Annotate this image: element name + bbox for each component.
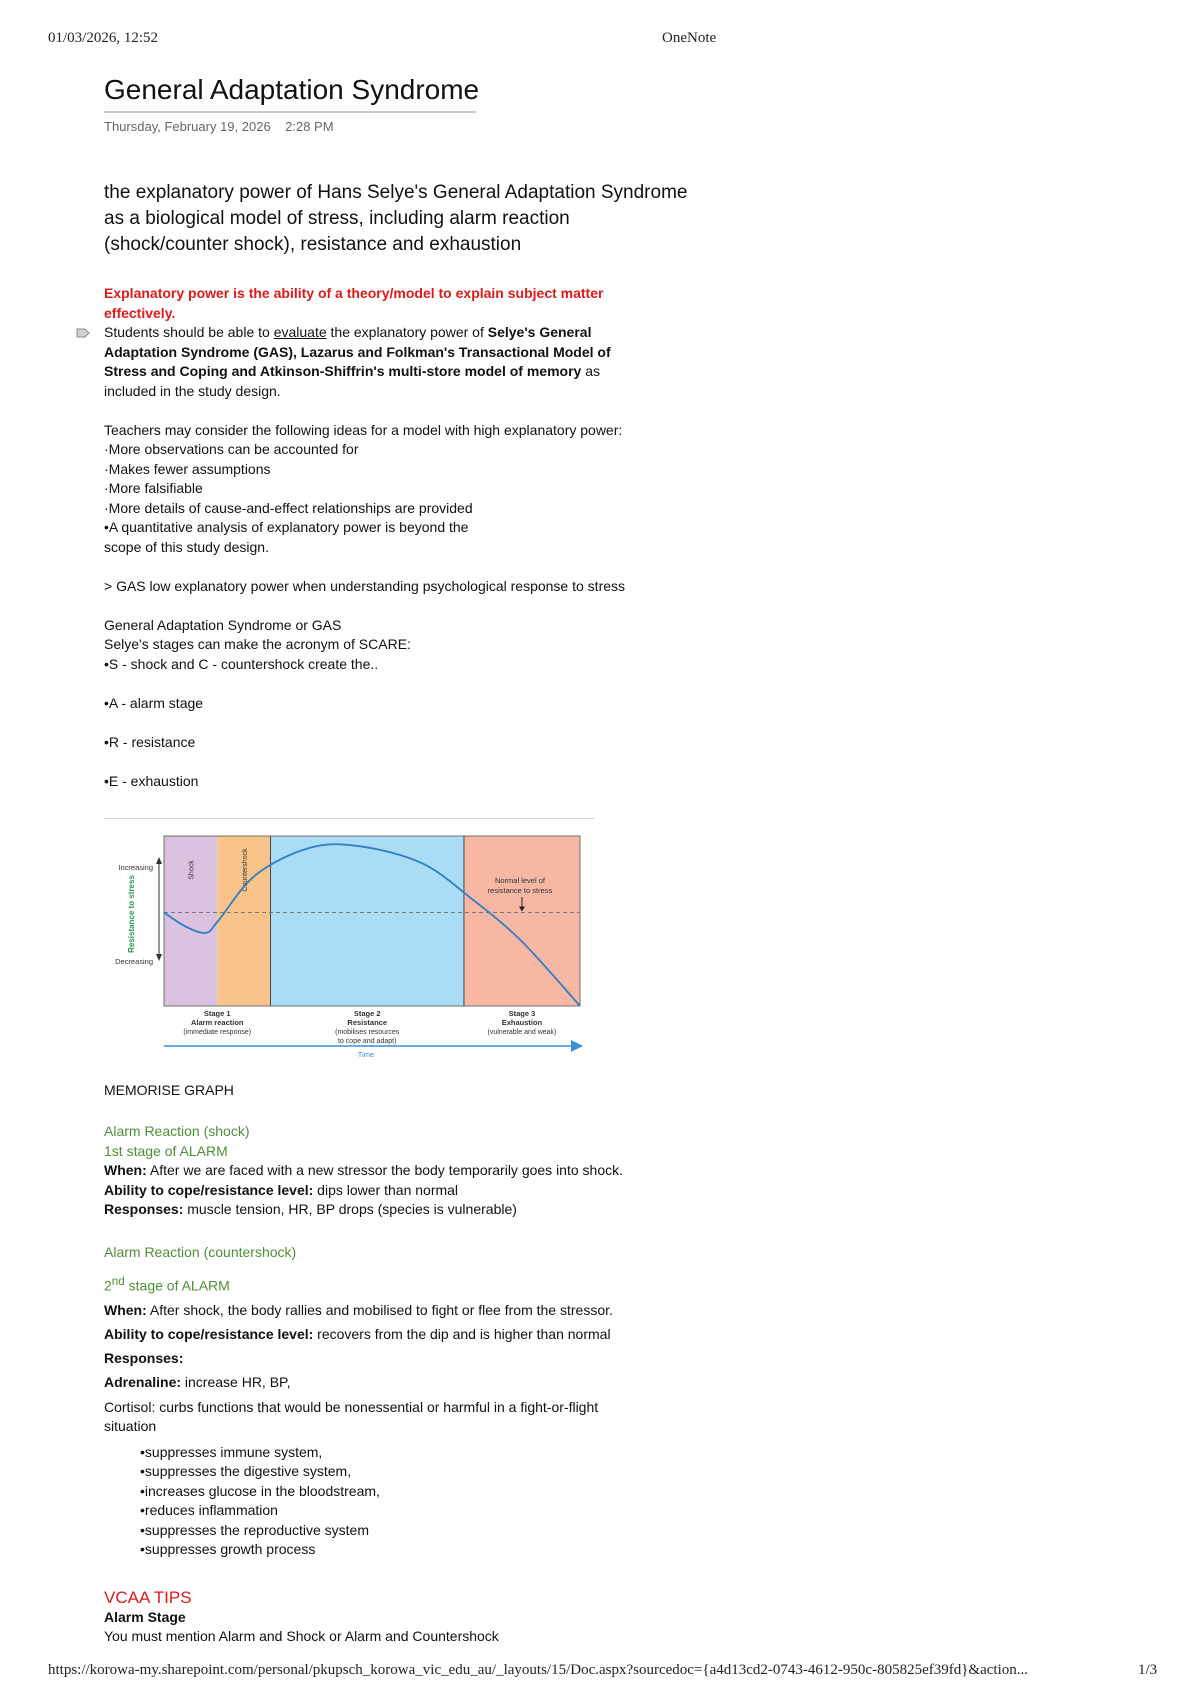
text-run: the explanatory power of	[326, 324, 488, 340]
alarm-countershock-heading: Alarm Reaction (countershock)	[104, 1244, 297, 1260]
stage-2-desc-2: to cope and adapt)	[338, 1038, 397, 1045]
teachers-item: ·More observations can be accounted for	[104, 441, 359, 457]
print-app-name: OneNote	[662, 30, 717, 46]
page-date	[104, 119, 334, 134]
text-run: as	[581, 363, 600, 379]
bold-run: Ability to cope/resistance level:	[104, 1181, 314, 1198]
gas-chart[interactable]	[104, 824, 594, 1060]
notes-body[interactable]	[104, 284, 724, 791]
tag-flag-icon[interactable]	[76, 328, 90, 338]
text-run: recovers from the dip and is higher than normal	[313, 1325, 611, 1342]
scare-item-a: •A - alarm stage	[104, 694, 204, 711]
teachers-item: ·More details of cause-and-effect relationships are provided	[104, 499, 473, 516]
alarm-countershock-section[interactable]	[104, 1240, 744, 1560]
bold-run: Ability to cope/resistance level:	[104, 1325, 314, 1342]
band-label-shock: Shock	[188, 860, 196, 880]
intro-line: the explanatory power of Hans Selye's General Adaptation Syndrome	[104, 182, 688, 203]
alarm-countershock-when	[104, 1298, 744, 1322]
teachers-item: ·More falsifiable	[104, 480, 203, 496]
page-title[interactable]: General Adaptation Syndrome	[104, 74, 480, 105]
vcaa-tip-text: You must mention Alarm and Shock or Alarm and Countershock	[104, 1628, 499, 1644]
teachers-intro: Teachers may consider the following ideas for a model with high explanatory power:	[104, 421, 623, 438]
text-run: Students should be able to	[104, 324, 274, 340]
alarm-shock-ability	[104, 1181, 744, 1201]
teachers-item: scope of this study design.	[104, 538, 269, 555]
print-page-number: 1/3	[1138, 1662, 1158, 1678]
text-run: 2	[104, 1277, 112, 1294]
stage-band-resistance	[270, 836, 463, 1006]
alarm-shock-section[interactable]	[104, 1122, 744, 1220]
image-separator	[104, 818, 594, 819]
alarm-countershock-adrenaline	[104, 1370, 744, 1394]
intro-line: (shock/counter shock), resistance and exhaustion	[104, 234, 522, 255]
stage-1-desc: (immediate response)	[183, 1029, 252, 1036]
definition-line: Explanatory power is the ability of a theory/model to explain subject matter	[104, 285, 604, 301]
title-underline	[104, 111, 476, 113]
print-footer-url: https://korowa-my.sharepoint.com/personal/pkupsch_korowa_vic_edu_au/_layouts/15/Doc.aspx?sourcedoc={a4d13cd2-0743-4612-950c-805825ef39fd}&action...	[48, 1662, 1028, 1678]
cortisol-line: Cortisol: curbs functions that would be nonessential or harmful in a fight-or-flight	[104, 1398, 599, 1415]
y-axis-down-arrow-icon	[156, 954, 162, 961]
students-paragraph	[104, 323, 724, 343]
scare-item-e: •E - exhaustion	[104, 772, 199, 789]
vcaa-tips-heading: VCAA TIPS	[104, 1588, 192, 1607]
y-axis-top-label: Increasing	[118, 863, 153, 872]
vcaa-tips-section[interactable]	[104, 1588, 744, 1647]
page-date-time: 2:28 PM	[285, 119, 334, 134]
alarm-countershock-ability	[104, 1322, 744, 1346]
alarm-shock-when	[104, 1161, 744, 1181]
vcaa-alarm-stage: Alarm Stage	[104, 1608, 186, 1625]
scare-title: General Adaptation Syndrome or GAS	[104, 616, 342, 633]
bold-run: Selye's General	[487, 324, 592, 340]
annotation-line-1: Normal level of	[494, 876, 545, 885]
text-run: increase HR, BP,	[181, 1373, 291, 1390]
cortisol-effect-item: •increases glucose in the bloodstream,	[140, 1482, 380, 1499]
stage-3-desc: (vulnerable and weak)	[487, 1029, 557, 1036]
stage-3-label: Stage 3	[508, 1009, 536, 1018]
stage-2-desc-1: (mobilises resources	[335, 1029, 400, 1036]
text-run: After we are faced with a new stressor the body temporarily goes into shock.	[146, 1162, 623, 1178]
evaluate-term: evaluate	[273, 324, 327, 340]
alarm-countershock-responses: Responses:	[104, 1349, 184, 1366]
alarm-shock-responses	[104, 1200, 744, 1220]
y-axis-label: Resistance to stress	[127, 875, 136, 953]
teachers-item: •A quantitative analysis of explanatory power is beyond the	[104, 519, 469, 535]
y-axis-bottom-label: Decreasing	[115, 957, 153, 966]
page-date-day: Thursday, February 19, 2026	[104, 119, 271, 134]
print-datetime: 01/03/2026, 12:52	[48, 30, 159, 46]
alarm-countershock-subheading	[104, 1270, 744, 1298]
stage-1-name: Alarm reaction	[190, 1018, 244, 1027]
cortisol-effect-item: •suppresses growth process	[140, 1541, 316, 1558]
cortisol-effect-item: •suppresses the digestive system,	[140, 1463, 352, 1480]
text-run: stage of ALARM	[124, 1277, 230, 1294]
stage-2-name: Resistance	[347, 1018, 388, 1027]
alarm-shock-subheading: 1st stage of ALARM	[104, 1142, 228, 1159]
alarm-shock-heading: Alarm Reaction (shock)	[104, 1123, 250, 1139]
stage-3-name: Exhaustion	[501, 1018, 543, 1027]
gas-note: > GAS low explanatory power when understanding psychological response to stress	[104, 577, 626, 594]
y-axis-up-arrow-icon	[156, 857, 162, 864]
definition-line: effectively.	[104, 304, 176, 321]
intro-line: as a biological model of stress, including alarm reaction	[104, 208, 570, 229]
cortisol-effect-item: •reduces inflammation	[140, 1502, 278, 1519]
band-label-countershock: Countershock	[241, 848, 249, 892]
bold-run: Responses:	[104, 1201, 184, 1217]
stage-1-label: Stage 1	[203, 1009, 231, 1018]
scare-intro: Selye's stages can make the acronym of SCARE:	[104, 636, 411, 652]
text-run: After shock, the body rallies and mobilised to fight or flee from the stressor.	[146, 1301, 613, 1318]
bold-run: When:	[104, 1162, 147, 1178]
scare-item-s: •S - shock and C - countershock create the..	[104, 655, 379, 672]
students-line	[104, 362, 724, 382]
bold-run: Stress and Coping and Atkinson-Shiffrin's multi-store model of memory	[104, 363, 582, 379]
bold-run: Adrenaline:	[104, 1373, 182, 1390]
cortisol-effect-item: •suppresses the reproductive system	[140, 1521, 370, 1538]
text-run: dips lower than normal	[313, 1181, 459, 1198]
stage-band-exhaustion	[464, 836, 580, 1006]
cortisol-effect-item: •suppresses immune system,	[140, 1443, 323, 1460]
cortisol-line: situation	[104, 1418, 157, 1435]
teachers-item: ·Makes fewer assumptions	[104, 460, 271, 477]
stage-2-label: Stage 2	[353, 1009, 381, 1018]
bold-run: When:	[104, 1301, 147, 1318]
students-line: included in the study design.	[104, 382, 281, 399]
memorise-note[interactable]: MEMORISE GRAPH	[104, 1082, 234, 1098]
annotation-line-2: resistance to stress	[487, 886, 553, 895]
time-axis-label: Time	[357, 1050, 375, 1059]
intro-block[interactable]	[104, 180, 724, 258]
students-line: Adaptation Syndrome (GAS), Lazarus and Folkman's Transactional Model of	[104, 343, 611, 360]
scare-item-r: •R - resistance	[104, 733, 196, 750]
text-run: muscle tension, HR, BP drops (species is vulnerable)	[183, 1201, 517, 1217]
superscript-run: nd	[111, 1275, 125, 1288]
